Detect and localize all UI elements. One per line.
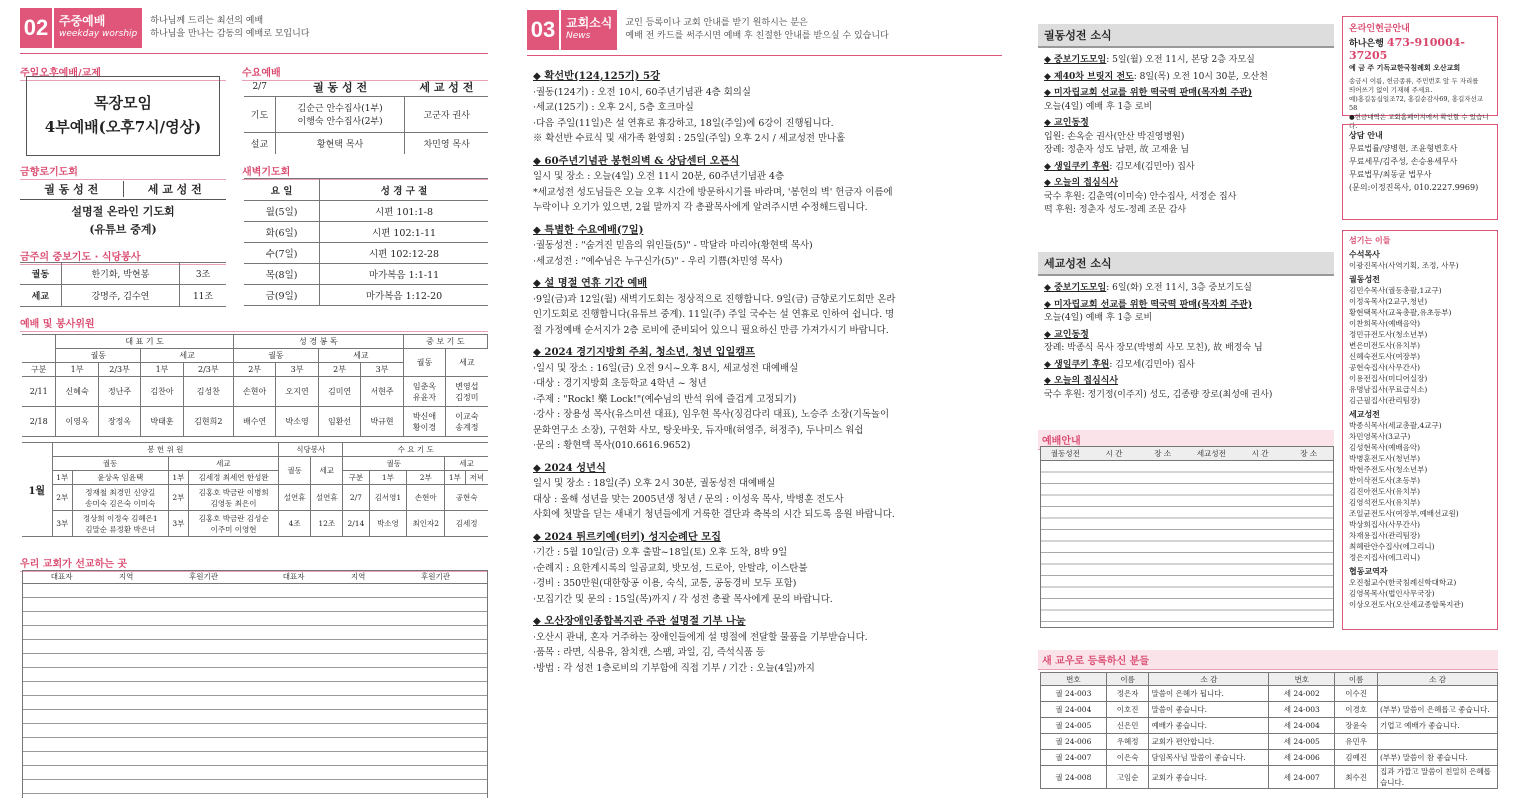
- staff-person: 박병훈전도사(청년부): [1349, 454, 1421, 463]
- news-head-title: ◆ 미자립교회 선교를 위한 떡국떡 판매(목자회 주관): [1044, 299, 1253, 310]
- news-line: ·강사 : 장용성 목사(유스미션 대표), 임우현 목사(징검다리 대표), 노승주 소장(기독놀이: [533, 409, 890, 420]
- consult-box: 상담 안내 무료법률/양병현, 조윤형변호사 무료세무/김주성, 손승용세무사 무료법무/최동균 법무사 (문의:이정진목사, 010.2227.9969): [1342, 124, 1498, 220]
- news-line: ·경비 : 350만원(대한항공 이용, 숙식, 교통, 공동경비 모두 포함): [533, 578, 797, 589]
- news-item: [533, 345, 1003, 454]
- online-offering: 온라인헌금안내 하나은행 473-910004-37205 예 금 주 기독교한국침례회 오산교회 송금시 이름, 헌금종류, 주민번호 앞 두 자리를 띄어쓰기 없이 기재해 주세요. 예)홍길동십일조72, 홍길순감사69, 홍길자선교58 ●헌금내역은 교회홈페이지에서 확인할 수 있습니다.: [1342, 16, 1498, 116]
- news-line: 인기도회로 진행합니다(유튜브 중계). 11일(주) 주일 국수는 설 연휴로 인하여 쉽니다. 명: [533, 309, 895, 320]
- p02-header: [20, 8, 310, 48]
- staff-person: 차재용집사(관리팀장): [1349, 531, 1421, 540]
- worship-table: 궐동성전 시 간 장 소 세교성전 시 간 장 소: [1040, 446, 1334, 628]
- wednesday-title: 수요예배: [242, 64, 488, 81]
- mid-cell: 세교: [20, 285, 61, 307]
- newcomer-row: [1041, 734, 1498, 750]
- news-item: [1044, 161, 1328, 175]
- news-line: ·9일(금)과 12일(월) 새벽기도회는 정상적으로 진행합니다. 9일(금) 금향로기도회만 온라: [533, 293, 896, 305]
- staff-person: 황현택목사(교육총괄,유초등부): [1349, 308, 1452, 317]
- newcomer-cell: 말씀이 은혜가 됩니다.: [1149, 686, 1269, 702]
- news-head: [1044, 282, 1328, 296]
- news-column: [533, 62, 1003, 676]
- sunday-box: 목장모임 4부예배(오후7시/영상): [26, 76, 220, 156]
- news-head: [1044, 329, 1328, 343]
- news-head-title: ◆ 오늘의 접심식사: [1044, 178, 1119, 188]
- newcomer-cell: 궐 24-004: [1041, 702, 1107, 718]
- news-item: [533, 461, 1003, 523]
- news-line: 떡 후원: 정춘자 성도-정례 조문 감사: [1044, 205, 1187, 215]
- consult-line: 무료법무/최동균 법무사: [1349, 170, 1432, 179]
- friday-box: 궐 동 성 전 세 교 성 전 설명절 온라인 기도회 (유튜브 중계): [20, 178, 226, 239]
- sekyo-news: [1038, 252, 1334, 405]
- news-line: ·궐동(124기) : 오전 10시, 60주년기념관 4층 회의실: [533, 86, 751, 98]
- newcomer-cell: 최수진: [1335, 766, 1378, 789]
- news-line: 장례: 박종식 목사 장모(박병희 사모 모친), 故 배정숙 님: [1044, 343, 1263, 353]
- staff-person: 유명남집사(무료급식소): [1349, 385, 1428, 394]
- newcomer-cell: 말씀이 좋습니다.: [1149, 702, 1269, 718]
- news-head-title: ◆ 미자립교회 선교를 위한 떡국떡 판매(목자회 주관): [1044, 88, 1253, 98]
- gwol-news: [1038, 24, 1334, 221]
- news-head-text: : 6일(화) 오전 11시, 3층 중보기도실: [1106, 283, 1252, 293]
- worship-title: 예배안내: [1038, 430, 1334, 450]
- dawn-title: 새벽기도회: [242, 163, 488, 180]
- dawn-row: [244, 285, 488, 306]
- news-line: 장례: 정춘자 성도 남편, 故 고재윤 님: [1044, 145, 1190, 155]
- newcomer-cell: 세 24-002: [1269, 686, 1335, 702]
- news-head-title: ◆ 제40차 브릿지 전도: [1044, 71, 1134, 82]
- newcomer-cell: 이경호: [1335, 702, 1378, 718]
- wednesday-table: 2/7 궐 동 성 전 세 교 성 전 기도 김순근 안수집사(1부) 이행숙 안수집사(2부) 고군자 권사 설교 황현택 목사 차민영 목사: [244, 78, 488, 154]
- staff-person: 이광진목사(사역기획, 조정, 사무): [1349, 261, 1459, 270]
- news-line: 사회에 첫발을 딛는 새내기 청년들에게 거룩한 결단과 축복의 시간 되도록 응원 바랍니다.: [533, 509, 895, 520]
- newcomer-cell: (부부) 말씀이 은혜롭고 좋습니다.: [1378, 702, 1498, 718]
- newcomer-head-cell: 번호: [1269, 673, 1335, 686]
- staff-person: 신혜숙전도사(여장부): [1349, 352, 1421, 361]
- staff-person: 최혜란안수집사(에그리니): [1349, 542, 1435, 551]
- serve-title: 예배 및 봉사위원: [20, 315, 488, 332]
- newcomer-cell: 교회가 편안합니다.: [1149, 734, 1269, 750]
- news-line: 누락이나 오기가 있으면, 2월 말까지 각 총괄목사에게 알려주시면 수정해드립니다.: [533, 202, 868, 213]
- mid-row: [20, 263, 226, 285]
- dawn-day: 수(7일): [244, 243, 320, 264]
- staff-box: 섬기는 이들 수석목사 이광진목사(사역기획, 조정, 사무) 궐동성전 김민수목사(궐동총괄,1교구) 이정욱목사(2교구,청년) 황현택목사(교육총괄,유초등부) 이찬희목사(예배음악) 정민규전도사(청소년부) 변은미전도사(유치부) 신혜숙전도사(여장부) 공현숙집사(사무간사) 이용전집사(미디어실장) 유명남집사(무료급식소) 김근필집사(관리팀장) 세교성전 박종식목사(세교총괄,4교구) 차민영목사(3교구) 김성현목사(예배음악) 박병훈전도사(청년부) 박현주전도사(청소년부) 한이삭전도사(초등부) 김진아전도사(유치부) 김영석전도사(유치부) 조일균전도사(여장부,예배선교원) 박상희집사(사무간사) 차재용집사(관리팀장) 최혜란안수집사(에그리니) 정은지집사(에그리니) 협동교역자 오진철교수(한국침례신학대학교) 김영목목사(법인사무국장) 이상오전도사(오산세교종합복지관): [1342, 230, 1498, 630]
- sunday-title: 주일오후예배/교제: [20, 64, 226, 81]
- dawn-day: 월(5일): [244, 201, 320, 222]
- staff-person: 이용전집사(미디어실장): [1349, 374, 1428, 383]
- newcomer-title: 새 교우로 등록하신 분들: [1038, 650, 1498, 670]
- news-line: 절 가정예배 순서지가 2층 로비에 준비되어 있으니 필요하신 만큼 가져가시기 바랍니다.: [533, 324, 889, 336]
- staff-person: 박현주전도사(청소년부): [1349, 465, 1428, 474]
- newcomer-cell: 김예진: [1335, 750, 1378, 766]
- newcomer-row: [1041, 718, 1498, 734]
- dawn-table: 요 일 성 경 구 절 월(5일) 시편 101:1-8 화(6일) 시편 102:1-11 수(7일) 시편 102:12-28 목(8일) 마가복음 1:1-11 금(9일) 마가복음 1:12-20: [244, 178, 488, 306]
- news-title: ◆ 확선반(124,125기) 5강: [533, 70, 660, 82]
- staff-person: 김민수목사(궐동총괄,1교구): [1349, 286, 1442, 295]
- news-item: [1044, 117, 1328, 158]
- newcomer-head-cell: 이름: [1335, 673, 1378, 686]
- news-item: [1044, 329, 1328, 356]
- staff-person: 김근필집사(관리팀장): [1349, 396, 1421, 405]
- newcomer-cell: 세 24-007: [1269, 766, 1335, 789]
- newcomer-row: [1041, 686, 1498, 702]
- newcomer-header: [1041, 673, 1498, 686]
- dawn-row: [244, 201, 488, 222]
- newcomer-cell: 궐 24-006: [1041, 734, 1107, 750]
- news-head-title: ◆ 교인동정: [1044, 329, 1089, 340]
- news-line: 오늘(4일) 예배 후 1층 로비: [1044, 313, 1153, 323]
- news-title: ◆ 2024 성년식: [533, 461, 606, 474]
- dawn-verse: 시편 101:1-8: [320, 201, 488, 222]
- news-line: ·궐동성전 : "숨겨진 믿음의 위인들(5)" - 막달라 마리아(황현택 목사): [533, 240, 813, 251]
- mid-cell: 한기화, 박현봉: [61, 263, 179, 285]
- staff-person: 이정욱목사(2교구,청년): [1349, 297, 1428, 306]
- dawn-row: [244, 222, 488, 243]
- news-title: ◆ 60주년기념관 봉헌의벽 & 상담센터 오픈식: [533, 154, 740, 167]
- news-line: 대상 : 올해 성년을 맞는 2005년생 청년 / 문의 : 이성욱 목사, 박병훈 전도사: [533, 493, 844, 505]
- consult-line: 무료법률/양병현, 조윤형변호사: [1349, 144, 1458, 153]
- news-item: [533, 223, 1003, 270]
- mission-table: 대표자 지역 후원기관 대표자 지역 후원기관: [22, 570, 488, 798]
- news-head-title: ◆ 오늘의 접심식사: [1044, 376, 1119, 386]
- mid-cell: 궐동: [20, 263, 61, 285]
- header-text: 교인 등록이나 교회 안내를 받기 원하시는 분은 예배 전 카드를 써주시면 예배 후 친절한 안내를 받으실 수 있습니다: [625, 18, 889, 41]
- staff-person: 공현숙집사(사무간사): [1349, 363, 1421, 372]
- news-head-text: : 김모세(김민아) 집사: [1109, 161, 1195, 172]
- news-line: ·품목 : 라면, 식용유, 참치캔, 스팸, 과일, 김, 즉석식품 등: [533, 647, 765, 658]
- news-head: [1044, 117, 1328, 131]
- news-line: 입원: 손옥순 권사(안산 박진영병원): [1044, 131, 1185, 142]
- news-item: [1044, 87, 1328, 114]
- newcomer-cell: 궐 24-005: [1041, 718, 1107, 734]
- newcomer-cell: 신은민: [1106, 718, 1149, 734]
- staff-group: 협동교역자: [1349, 566, 1388, 576]
- dawn-day: 금(9일): [244, 285, 320, 306]
- news-item: [1044, 299, 1328, 326]
- newcomer-cell: 담임목사님 말씀이 좋습니다.: [1149, 750, 1269, 766]
- mid-cell: 11조: [180, 285, 226, 307]
- news-line: 국수 후원: 김춘역(이미숙) 안수집사, 서정순 집사: [1044, 191, 1237, 202]
- page-number: 02: [20, 8, 52, 48]
- newcomer-cell: 이은숙: [1106, 750, 1149, 766]
- news-line: ·순례지 : 요한계시록의 일곱교회, 밧모섬, 드로아, 안탈랴, 이스탄불: [533, 562, 808, 574]
- staff-person: 김영석전도사(유치부): [1349, 498, 1421, 507]
- news-head-title: ◆ 생일쿠키 후원: [1044, 161, 1110, 172]
- staff-person: 박상희집사(사무간사): [1349, 520, 1421, 529]
- news-head: [1044, 177, 1328, 191]
- news-line: ·세교(125기) : 오후 2시, 5층 호크마실: [533, 102, 694, 113]
- dawn-verse: 시편 102:1-11: [320, 222, 488, 243]
- gwol-title: 궐동성전 소식: [1038, 24, 1334, 48]
- dawn-verse: 마가복음 1:12-20: [320, 285, 488, 306]
- news-line: *세교성전 성도님들은 오늘 오후 시간에 방문하시기를 바라며, '봉헌의 벽' 헌금자 이름에: [533, 186, 893, 198]
- dawn-day: 목(8일): [244, 264, 320, 285]
- news-title: ◆ 2024 경기지방회 주최, 청소년, 청년 입일캠프: [533, 346, 756, 358]
- news-head-text: : 5일(월) 오전 11시, 본당 2층 자모실: [1106, 55, 1255, 65]
- mid-table: [20, 262, 226, 307]
- news-line: ·대상 : 경기지방회 초등학교 4학년 ~ 청년: [533, 378, 707, 389]
- staff-person: 김진아전도사(유치부): [1349, 487, 1421, 496]
- news-line: ·일시 및 장소 : 16일(금) 오전 9시~오후 8시, 세교성전 대예배실: [533, 362, 799, 374]
- newcomer-cell: 궐 24-007: [1041, 750, 1107, 766]
- newcomer-cell: 궐 24-003: [1041, 686, 1107, 702]
- staff-person: 이상오전도사(오산세교종합복지관): [1349, 600, 1464, 609]
- staff-person: 차민영목사(3교구): [1349, 432, 1411, 441]
- friday-title: 금향로기도회: [20, 163, 226, 180]
- dawn-verse: 마가복음 1:1-11: [320, 264, 488, 285]
- newcomer-row: [1041, 750, 1498, 766]
- staff-group: 궐동성전: [1349, 274, 1380, 284]
- news-item: [533, 69, 1003, 147]
- news-title: ◆ 특별한 수요예배(7일): [533, 223, 644, 236]
- news-line: ·다음 주일(11일)은 설 연휴로 휴강하고, 18일(주일)에 6강이 진행됩니다.: [533, 117, 834, 129]
- newcomer-cell: 세 24-004: [1269, 718, 1335, 734]
- consult-line: 무료세무/김주성, 손승용세무사: [1349, 157, 1458, 166]
- news-line: ·모집기간 및 문의 : 15일(목)까지 / 각 성전 총괄 목사에게 문의 바랍니다.: [533, 593, 833, 605]
- section-title-box: 주중예배 weekday worship: [54, 8, 142, 48]
- news-head: [1044, 359, 1328, 373]
- news-item: [1044, 282, 1328, 296]
- staff-person: 정민규전도사(청소년부): [1349, 330, 1428, 339]
- newcomer-head-cell: 번호: [1041, 673, 1107, 686]
- mid-cell: 강명주, 김수연: [61, 285, 179, 307]
- news-line: ·문의 : 황현택 목사(010.6616.9652): [533, 440, 691, 451]
- news-item: [533, 530, 1003, 608]
- news-head: [1044, 375, 1328, 389]
- news-head: [1044, 71, 1328, 85]
- news-head-text: : 8일(목) 오전 10시 30분, 오산천: [1133, 71, 1268, 82]
- newcomer-head-cell: 소 감: [1378, 673, 1498, 686]
- dawn-verse: 시편 102:12-28: [320, 243, 488, 264]
- newcomer-cell: 세 24-005: [1269, 734, 1335, 750]
- news-line: 국수 후원: 정기정(이주지) 성도, 김종량 장로(최성애 권사): [1044, 389, 1273, 400]
- serve-table: 대 표 기 도 성 경 봉 독 중 보 기 도 궐동 세교 궐동 세교 궐동 세교 구분 1부 2/3부 1부 2/3부 2부 3부 2부 3부 2/11 신혜숙 정난주 김찬아 김성찬 손현아 오지연 김미연 서현주 임춘옥 유윤자 변영섭 김정미 2/18 이영옥 장정옥 박태훈 김현희2 배수연 박소영 임환선 박규현 박신애 황이경 이교숙 송계정: [22, 334, 488, 437]
- newcomer-cell: 이호진: [1106, 702, 1149, 718]
- newcomer-cell: 궐 24-008: [1041, 766, 1107, 789]
- newcomer-cell: [1378, 686, 1498, 702]
- news-line: ·방법 : 각 성전 1층로비의 기부함에 직접 기부 / 기간 : 오늘(4일)까지: [533, 662, 815, 674]
- news-title: ◆ 오산장애인종합복지관 주관 설명절 기부 나눔: [533, 615, 746, 627]
- newcomer-head-cell: 소 감: [1149, 673, 1269, 686]
- news-line: 문화연구소 소장), 구현화 사모, 탕웃바웃, 듀자매(허영주, 허정주), 두나미스 워쉽: [533, 424, 864, 436]
- news-item: [533, 154, 1003, 216]
- news-line: ·기간 : 5월 10일(금) 오후 출발~18일(토) 오후 도착, 8박 9일: [533, 547, 788, 558]
- newcomer-cell: 정은자: [1106, 686, 1149, 702]
- news-line: ·오산시 관내, 혼자 거주하는 장애인들에게 설 명절에 전달할 물품을 기부받습니다.: [533, 631, 868, 643]
- p03-header: [527, 10, 889, 50]
- news-line: 일시 및 장소 : 오늘(4일) 오전 11시 20분, 60주년기념관 4층: [533, 171, 785, 182]
- mid-title: 금주의 중보기도 · 식당봉사: [20, 248, 226, 265]
- news-title: ◆ 2024 튀르키예(터키) 성지순례단 모집: [533, 530, 721, 543]
- newcomer-row: [1041, 702, 1498, 718]
- newcomer-cell: 세 24-006: [1269, 750, 1335, 766]
- staff-person: 김영목목사(법인사무국장): [1349, 589, 1435, 598]
- news-line: ·세교성전 : "예수님은 누구신가(5)" - 우리 기쁨(차민영 목사): [533, 255, 783, 267]
- news-item: [1044, 375, 1328, 402]
- newcomer-cell: 집과 가깝고 말씀이 친밀히 은혜롭습니다.: [1378, 766, 1498, 789]
- news-head-title: ◆ 교인동정: [1044, 118, 1089, 128]
- mid-row: [20, 285, 226, 307]
- newcomer-cell: 장윤숙: [1335, 718, 1378, 734]
- newcomer-cell: 고임순: [1106, 766, 1149, 789]
- section-title-box: 교회소식 News: [561, 10, 617, 50]
- news-head-title: ◆ 중보기도모임: [1044, 283, 1107, 293]
- staff-person: 오진철교수(한국침례신학대학교): [1349, 578, 1457, 587]
- newcomer-cell: 우혜정: [1106, 734, 1149, 750]
- staff-person: 정은지집사(에그리니): [1349, 553, 1421, 562]
- staff-person: 한이삭전도사(초등부): [1349, 476, 1421, 485]
- staff-person: 김성현목사(예배음악): [1349, 443, 1421, 452]
- staff-person: 변은미전도사(유치부): [1349, 341, 1421, 350]
- newcomer-cell: (부부) 말씀이 참 좋습니다.: [1378, 750, 1498, 766]
- news-line: ·주제 : "Rock! 樂 Lock!"(예수님의 반석 위에 즐겁게 고정되기): [533, 393, 797, 405]
- news-line: 일시 및 장소 : 18일(주) 오후 2시 30분, 궐동성전 대예배실: [533, 478, 776, 489]
- newcomer-cell: 유민우: [1335, 734, 1378, 750]
- staff-person: 조일균전도사(여장부,예배선교원): [1349, 509, 1459, 518]
- staff-person: 박종식목사(세교총괄,4교구): [1349, 421, 1442, 430]
- newcomer-cell: 예배가 좋습니다.: [1149, 718, 1269, 734]
- news-line: 오늘(4일) 예배 후 1층 로비: [1044, 101, 1153, 112]
- staff-person: 이찬희목사(예배음악): [1349, 319, 1421, 328]
- news-head: [1044, 54, 1328, 68]
- news-title: ◆ 설 명절 연휴 기간 예배: [533, 277, 648, 289]
- news-item: [1044, 177, 1328, 218]
- news-head-title: ◆ 중보기도모임: [1044, 55, 1107, 65]
- mid-cell: 3조: [180, 263, 226, 285]
- news-item: [1044, 359, 1328, 373]
- newcomer-cell: 이수진: [1335, 686, 1378, 702]
- news-item: [533, 276, 1003, 338]
- staff-group: 세교성전: [1349, 409, 1380, 419]
- staff-group: 수석목사: [1349, 249, 1380, 259]
- news-item: [533, 614, 1003, 676]
- serve-table-2: 1월 봉 헌 위 원 식당봉사 수 요 기 도 궐동 세교 궐동 세교 궐동 세교 1부 윤상옥 임윤택 1부 김세정 최세연 한성완 구분 1부 2부 1부 저녁 2부 정재철 최경민 신양길 송미숙 김은숙 이미숙 2부 김홍호 박금란 이병희 김영동 최은이 설연휴 설연휴 2/7 김서영1 손현아 공현숙 3부 정상희 이정숙 김혜은1 김말순 류정환 박은녀 3부 김홍호 박금란 김성순 이주미 이영현 4조 12조 2/14 박소영 최인자2 김세정: [22, 442, 488, 537]
- news-item: [1044, 54, 1328, 68]
- news-line: ※ 확선반 수료식 및 새가족 환영회 : 25일(주일) 오후 2시 / 세교성전 만나홀: [533, 133, 846, 144]
- dawn-row: [244, 243, 488, 264]
- page-number: 03: [527, 10, 559, 50]
- consult-line: (문의:이정진목사, 010.2227.9969): [1349, 183, 1479, 192]
- news-head: [1044, 161, 1328, 175]
- dawn-day: 화(6일): [244, 222, 320, 243]
- newcomer-cell: 교회가 좋습니다.: [1149, 766, 1269, 789]
- newcomer-head-cell: 이름: [1106, 673, 1149, 686]
- news-head-title: ◆ 생일쿠키 후원: [1044, 359, 1110, 370]
- mission-title: 우리 교회가 선교하는 곳: [20, 555, 488, 572]
- header-text: 하나님께 드리는 최선의 예배 하나님을 만나는 감동의 예배로 모입니다: [150, 16, 310, 39]
- newcomer-cell: 기업고 예배가 좋습니다.: [1378, 718, 1498, 734]
- news-head: [1044, 299, 1328, 313]
- dawn-row: [244, 264, 488, 285]
- newcomer-table: [1040, 672, 1498, 789]
- newcomer-cell: 세 24-003: [1269, 702, 1335, 718]
- news-head: [1044, 87, 1328, 101]
- newcomer-cell: [1378, 734, 1498, 750]
- sekyo-title: 세교성전 소식: [1038, 252, 1334, 276]
- news-item: [1044, 71, 1328, 85]
- news-head-text: : 김모세(김민아) 집사: [1109, 359, 1195, 370]
- newcomer-row: [1041, 766, 1498, 789]
